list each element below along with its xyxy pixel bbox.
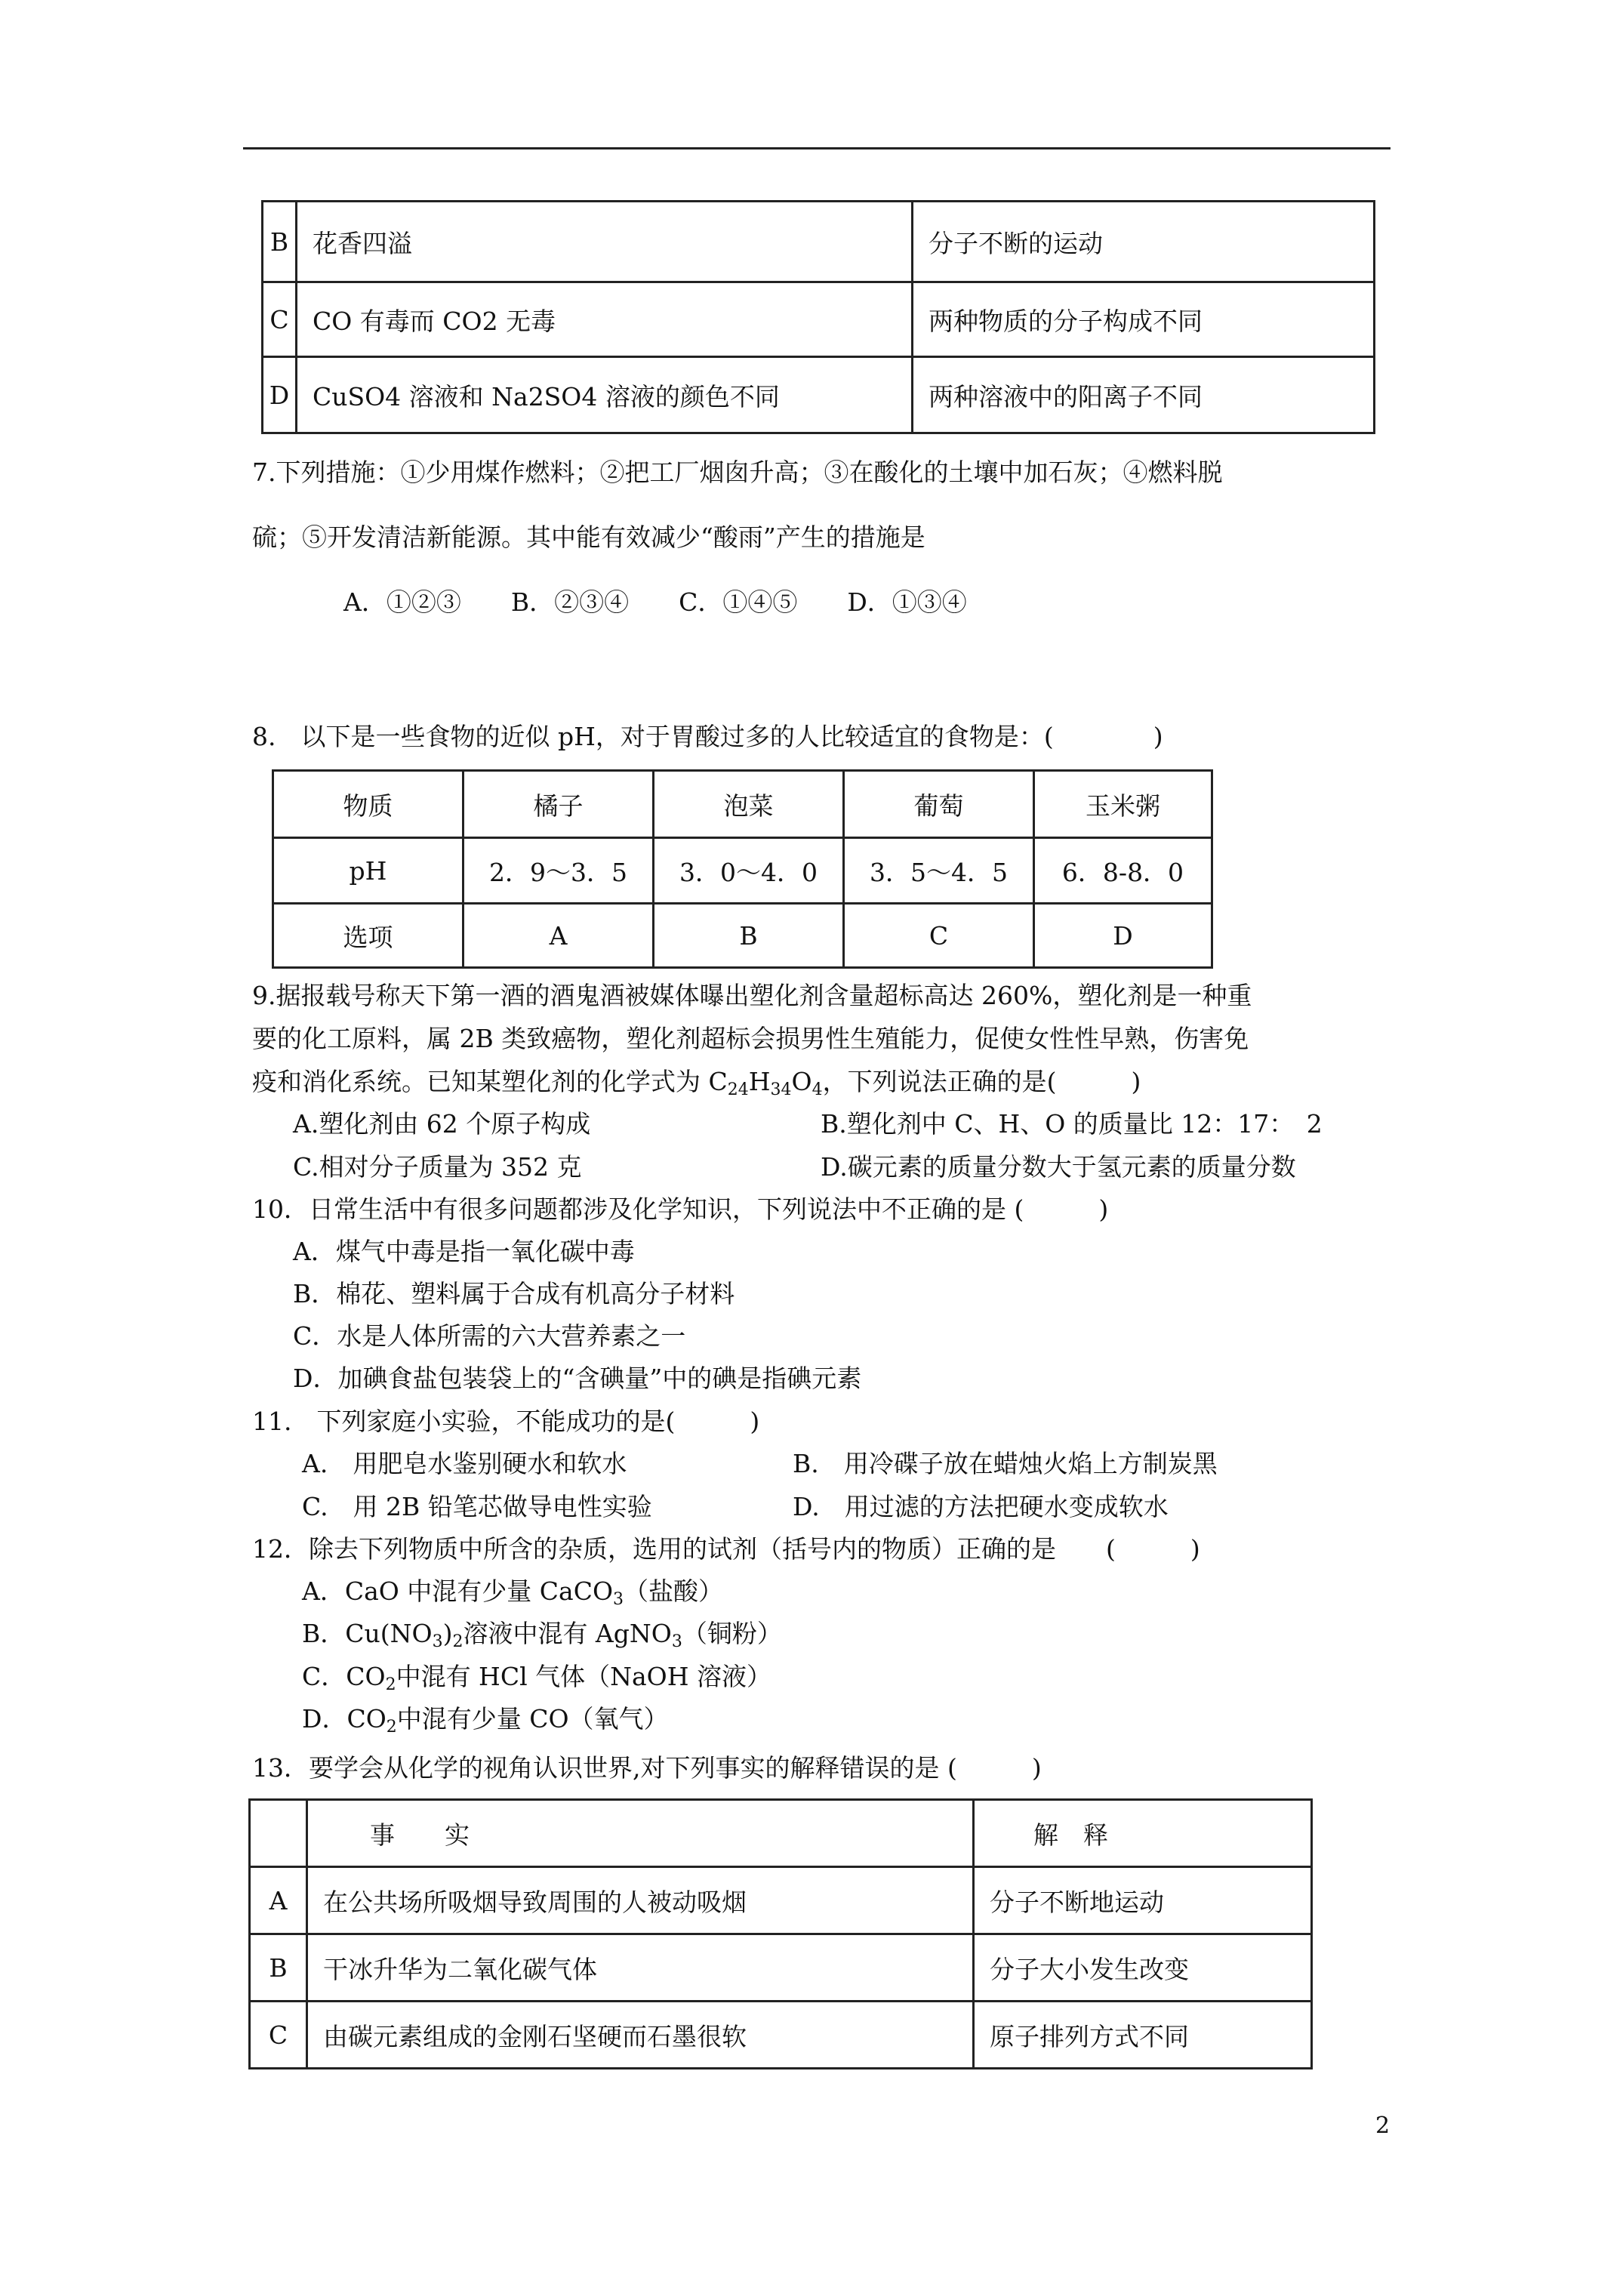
q10-option-b: B．棉花、塑料属于合成有机高分子材料 (293, 1279, 735, 1308)
row-explain: 分子不断地运动 (974, 1867, 1312, 1934)
subscript: 2 (386, 1718, 397, 1737)
q9-line1: 9.据报载号称天下第一酒的酒鬼酒被媒体曝出塑化剂含量超标高达 260%，塑化剂是一种重 (252, 981, 1252, 1010)
q12-option-a (302, 1572, 723, 1609)
q9-line3 (252, 1062, 1141, 1099)
table-row (273, 838, 1212, 904)
subscript: 24 (727, 1080, 749, 1099)
option-cell: A (463, 904, 654, 968)
q11-option-b: B. 用冷碟子放在蜡烛火焰上方制炭黑 (793, 1449, 1218, 1478)
q9-line2: 要的化工原料，属 2B 类致癌物，塑化剂超标会损男性生殖能力，促使女性性早熟，伤害免 (252, 1024, 1249, 1053)
row-explain: 两种物质的分子构成不同 (913, 282, 1375, 357)
page-number: 2 (1375, 2113, 1390, 2139)
q6-table (261, 200, 1375, 434)
q10-stem: 10．日常生活中有很多问题都涉及化学知识，下列说法中不正确的是 ( ) (252, 1194, 1109, 1224)
row-explain: 原子排列方式不同 (974, 2002, 1312, 2069)
q10-option-d: D．加碘食盐包装袋上的“含碘量”中的碘是指碘元素 (293, 1364, 862, 1393)
text: （盐酸） (624, 1576, 724, 1606)
ph-cell: 2．9～3．5 (463, 838, 654, 904)
q9-option-d: D.碳元素的质量分数大于氢元素的质量分数 (821, 1152, 1296, 1182)
row-label: pH (273, 838, 463, 904)
option-cell: B (654, 904, 844, 968)
q12-option-b (302, 1614, 782, 1651)
q12-stem: 12．除去下列物质中所含的杂质，选用的试剂（括号内的物质）正确的是 ( ) (252, 1534, 1200, 1564)
row-explain: 两种溶液中的阳离子不同 (913, 357, 1375, 433)
row-fact: 花香四溢 (297, 202, 913, 282)
q10-option-c: C．水是人体所需的六大营养素之一 (293, 1321, 686, 1351)
q8-table (272, 769, 1213, 969)
header-cell: 物质 (273, 771, 463, 838)
q9-option-c: C.相对分子质量为 352 克 (293, 1152, 582, 1182)
q9-option-a: A.塑化剂由 62 个原子构成 (293, 1109, 591, 1139)
q9-option-b: B.塑化剂中 C、H、O 的质量比 12：17： 2 (821, 1109, 1323, 1139)
text: C．CO (302, 1662, 386, 1691)
text: 溶液中混有 AgNO (463, 1619, 672, 1648)
q7-options: A．①②③ B．②③④ C．①④⑤ D．①③④ (343, 587, 967, 617)
q11-option-a: A. 用肥皂水鉴别硬水和软水 (302, 1449, 627, 1478)
header-cell: 玉米粥 (1034, 771, 1212, 838)
table-row (263, 202, 1375, 282)
row-fact: 由碳元素组成的金刚石坚硬而石墨很软 (307, 2002, 974, 2069)
q13-stem: 13．要学会从化学的视角认识世界,对下列事实的解释错误的是 ( ) (252, 1753, 1042, 1783)
subscript: 3 (613, 1590, 624, 1609)
subscript: 2 (452, 1632, 463, 1651)
ph-cell: 3．5～4．5 (844, 838, 1034, 904)
table-row (250, 1800, 1312, 1867)
row-label: C (263, 282, 297, 357)
row-label: B (263, 202, 297, 282)
table-row (273, 771, 1212, 838)
header-cell: 泡菜 (654, 771, 844, 838)
q11-option-c: C. 用 2B 铅笔芯做导电性实验 (302, 1492, 652, 1521)
text: O (791, 1067, 812, 1096)
table-row (250, 2002, 1312, 2069)
subscript: 4 (812, 1080, 823, 1099)
row-label: 选项 (273, 904, 463, 968)
text: H (748, 1067, 771, 1096)
text: 疫和消化系统。已知某塑化剂的化学式为 C (252, 1067, 728, 1096)
text: ) (442, 1619, 453, 1648)
q13-table (248, 1798, 1313, 2069)
header-cell: 橘子 (463, 771, 654, 838)
row-explain: 分子不断的运动 (913, 202, 1375, 282)
table-row (273, 904, 1212, 968)
ph-cell: 3．0～4．0 (654, 838, 844, 904)
subscript: 3 (671, 1632, 682, 1651)
row-label: D (263, 357, 297, 433)
q11-option-d: D. 用过滤的方法把硬水变成软水 (793, 1492, 1169, 1521)
row-label: A (250, 1867, 307, 1934)
subscript: 3 (432, 1632, 443, 1651)
row-label: C (250, 2002, 307, 2069)
q10-option-a: A．煤气中毒是指一氧化碳中毒 (293, 1237, 635, 1266)
header-rule (243, 147, 1390, 149)
table-row (250, 1867, 1312, 1934)
row-fact: CO 有毒而 CO2 无毒 (297, 282, 913, 357)
row-fact: CuSO4 溶液和 Na2SO4 溶液的颜色不同 (297, 357, 913, 433)
row-fact: 干冰升华为二氧化碳气体 (307, 1934, 974, 2002)
table-row (250, 1934, 1312, 2002)
option-cell: C (844, 904, 1034, 968)
table-row (263, 282, 1375, 357)
header-cell: 葡萄 (844, 771, 1034, 838)
q11-stem: 11. 下列家庭小实验，不能成功的是( ) (252, 1407, 760, 1436)
q7-line1: 7.下列措施：①少用煤作燃料；②把工厂烟囱升高；③在酸化的土壤中加石灰；④燃料脱 (252, 458, 1223, 487)
row-fact: 在公共场所吸烟导致周围的人被动吸烟 (307, 1867, 974, 1934)
header-blank (250, 1800, 307, 1867)
header-explain: 解 释 (974, 1800, 1312, 1867)
option-cell: D (1034, 904, 1212, 968)
header-fact: 事 实 (307, 1800, 974, 1867)
subscript: 34 (770, 1080, 792, 1099)
subscript: 2 (385, 1675, 396, 1694)
ph-cell: 6．8-8．0 (1034, 838, 1212, 904)
text: 中混有 HCl 气体（NaOH 溶液） (396, 1662, 771, 1691)
q12-option-d (302, 1700, 669, 1737)
text: 中混有少量 CO（氧气） (396, 1704, 669, 1734)
q8-stem: 8. 以下是一些食物的近似 pH，对于胃酸过多的人比较适宜的食物是：( ) (252, 722, 1163, 751)
text: D．CO (302, 1704, 387, 1734)
table-row (263, 357, 1375, 433)
q7-line2: 硫；⑤开发清洁新能源。其中能有效减少“酸雨”产生的措施是 (252, 522, 925, 552)
row-explain: 分子大小发生改变 (974, 1934, 1312, 2002)
row-label: B (250, 1934, 307, 2002)
text: ，下列说法正确的是( ) (822, 1067, 1141, 1096)
q12-option-c (302, 1657, 771, 1694)
text: B．Cu(NO (302, 1619, 433, 1648)
text: （铜粉） (682, 1619, 782, 1648)
text: A．CaO 中混有少量 CaCO (302, 1576, 614, 1606)
